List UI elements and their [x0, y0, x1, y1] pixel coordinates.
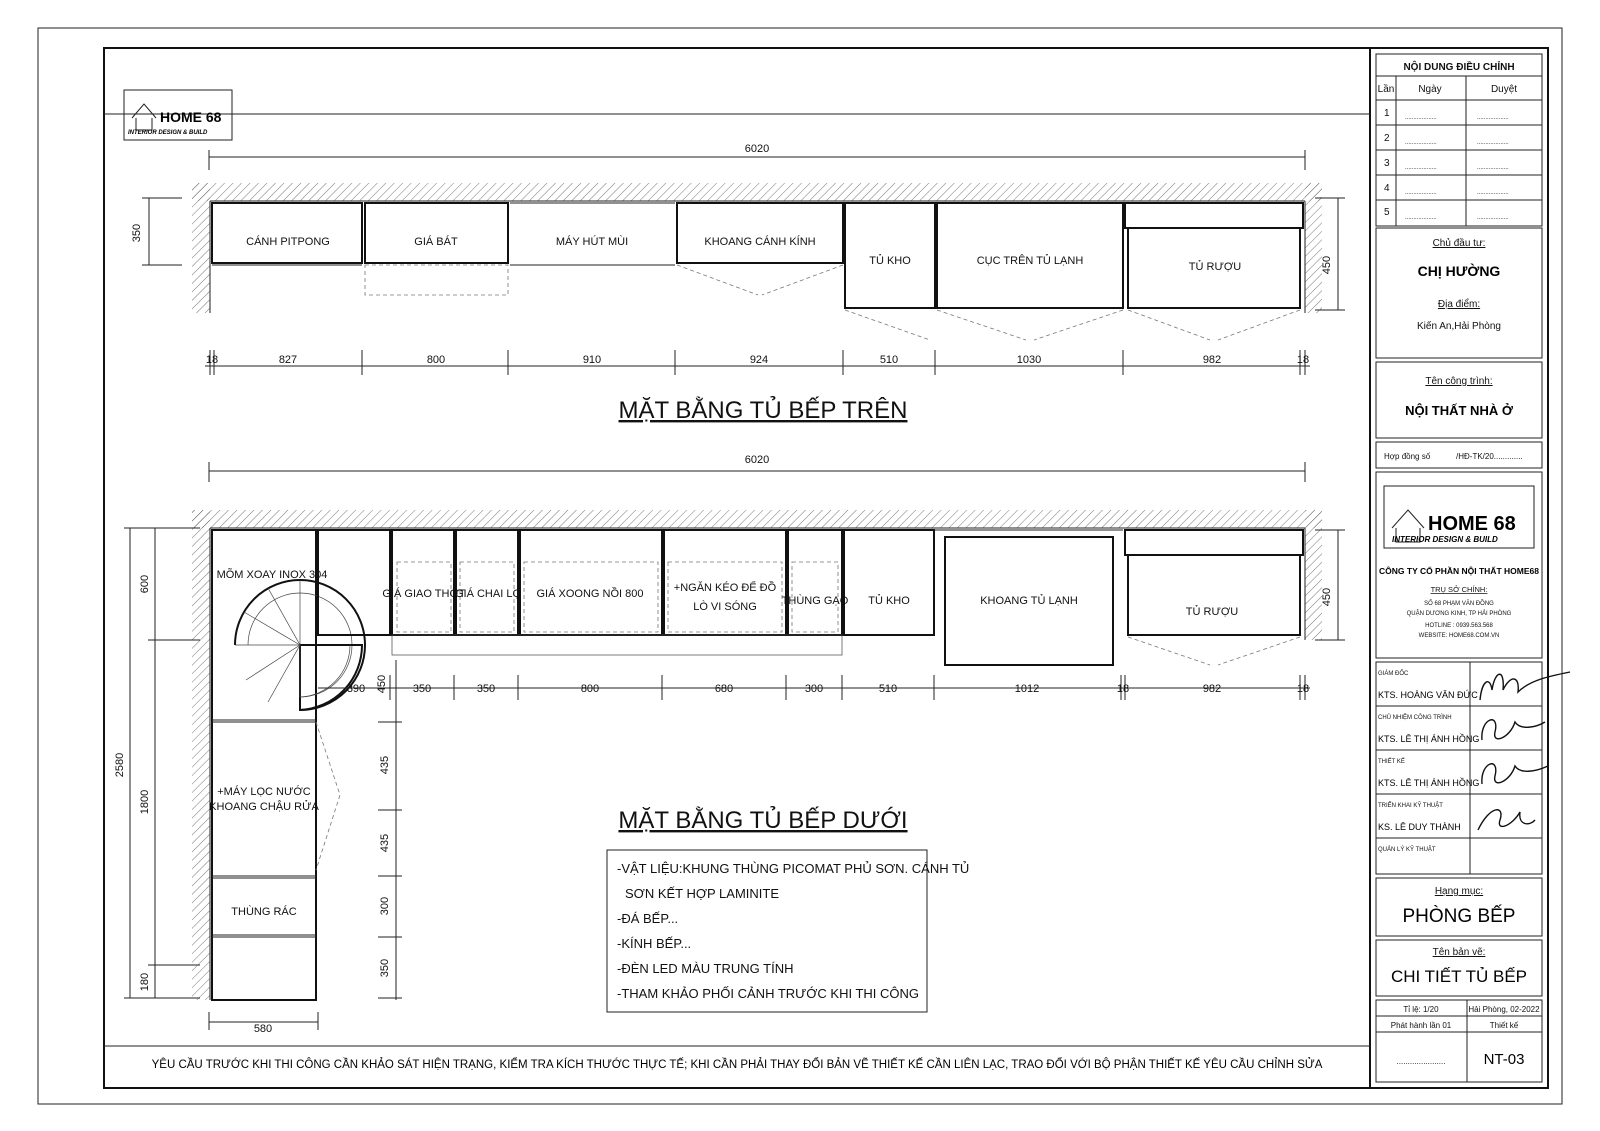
label-titleblock-rev_blank: ................... [1405, 115, 1437, 121]
label-titleblock-roles-4-role: QUẢN LÝ KỸ THUẬT [1378, 847, 1436, 853]
label-titleblock-roles-2-name: KTS. LÊ THỊ ÁNH HỒNG [1378, 778, 1480, 788]
label-lower-cabinets-2: GIÁ CHAI LỌ [454, 588, 522, 600]
logo-name-tb: HOME 68 [1428, 513, 1516, 535]
signatures [1478, 672, 1570, 830]
label-lower-dims-1: 450 [376, 674, 388, 694]
lower-right-height: 450 [1321, 587, 1333, 607]
label-titleblock-rev_rows-3: 4 [1384, 183, 1390, 194]
label-lower-cabinets-8: KHOANG TỦ LẠNH [980, 595, 1078, 607]
label-logo-tagline: INTERIOR DESIGN & BUILD [1392, 535, 1498, 544]
label-notes-3: -KÍNH BẾP... [617, 936, 692, 951]
label-lower-vdims_inner-1: 435 [379, 833, 391, 853]
label-lower-cabinets-11: KHOANG CHẬU RỬA [209, 801, 319, 813]
label-titleblock-office_label: TRỤ SỞ CHÍNH: [1430, 585, 1488, 594]
label-titleblock-owner_label: Chủ đầu tư: [1432, 238, 1486, 249]
label-titleblock-designer: Thiết kế [1489, 1021, 1519, 1030]
label-titleblock-roles-1-name: KTS. LÊ THỊ ÁNH HỒNG [1378, 734, 1480, 744]
label-upper-dims-2: 800 [426, 354, 446, 366]
label-titleblock-contract: /HĐ-TK/20............. [1456, 452, 1523, 461]
label-titleblock-rev_blank: ................... [1477, 215, 1509, 221]
label-titleblock-rev_headers-1: Ngày [1418, 84, 1442, 95]
label-notes-2: -ĐÁ BẾP... [617, 911, 679, 926]
label-titleblock-rev_blank: ................... [1477, 190, 1509, 196]
sheet-number: NT-03 [1483, 1051, 1525, 1068]
label-notes-5: -THAM KHẢO PHỐI CẢNH TRƯỚC KHI THI CÔNG [617, 986, 920, 1001]
label-lower-cabinets-7: TỦ KHO [868, 595, 910, 607]
label-lower-dims-6: 300 [804, 683, 824, 695]
label-titleblock-issue: Phát hành lần 01 [1390, 1021, 1452, 1030]
lower-left-run [212, 530, 316, 1000]
footer-note: YÊU CẦU TRƯỚC KHI THI CÔNG CẦN KHẢO SÁT HIỆN TRẠNG, KIỂM TRA KÍCH THƯỚC THỰC TẾ; KHI CẦN PHẢI THAY ĐỔI BẢN VẼ THIẾT KẾ CẦN LIÊN LẠC, TRAO ĐỔI VỚI BỘ PHẬN THIẾT KẾ YÊU CẦU CHỈNH SỬA [151, 1059, 1323, 1071]
label-lower-vdims_inner-0: 435 [379, 755, 391, 775]
label-lower-cabinets-5: LÒ VI SÓNG [693, 601, 757, 613]
label-titleblock-roles-1-role: CHỦ NHIỆM CÔNG TRÌNH [1378, 715, 1452, 721]
upper-label-4: KHOANG CÁNH KÍNH [704, 236, 816, 248]
upper-cab-4 [677, 203, 843, 263]
upper-left-height: 350 [131, 223, 143, 243]
label-titleblock-drawing: CHI TIẾT TỦ BẾP [1390, 967, 1528, 986]
label-notes-0: -VẬT LIỆU:KHUNG THÙNG PICOMAT PHỦ SƠN. CÁNH TỦ [617, 861, 970, 876]
label-titleblock-roles-3-role: TRIỂN KHAI KỸ THUẬT [1378, 803, 1443, 809]
label-titleblock-rev_blank: ................... [1477, 165, 1509, 171]
upper-plan [131, 143, 1345, 424]
corner-carousel [235, 580, 365, 710]
label-lower-cabinets-0: MÕM XOAY INOX 304 [216, 569, 328, 581]
label-titleblock-category: PHÒNG BẾP [1402, 906, 1516, 927]
label-titleblock-scale: Tỉ lệ: 1/20 [1403, 1005, 1439, 1014]
label-lower-cabinets-9: TỦ RƯỢU [1185, 606, 1239, 618]
label-titleblock-date: Hải Phòng, 02-2022 [1468, 1005, 1540, 1014]
label-titleblock-address2: QUẬN DƯƠNG KINH, TP HẢI PHÒNG [1406, 611, 1512, 617]
label-lower-dims-5: 680 [714, 683, 734, 695]
label-lower-dims-8: 1012 [1014, 683, 1040, 695]
label-titleblock-project_label: Tên công trình: [1425, 376, 1493, 387]
label-lower-cabinets-1: GIÁ GIAO THỚT [382, 588, 466, 600]
label-upper-dims-3: 910 [582, 354, 602, 366]
upper-cab-2 [365, 203, 508, 263]
logo-top [124, 90, 232, 140]
upper-label-2: GIÁ BÁT [414, 236, 458, 248]
label-titleblock-rev_blank: ................... [1405, 165, 1437, 171]
logo-name: HOME 68 [160, 109, 222, 125]
label-titleblock-rev_headers-0: Lần [1377, 84, 1395, 95]
label-titleblock-rev_blank: ................... [1405, 140, 1437, 146]
lower-total-dim: 6020 [744, 454, 770, 466]
label-upper-dims-5: 510 [879, 354, 899, 366]
label-upper-dims-6: 1030 [1016, 354, 1042, 366]
lower-plan [114, 454, 1345, 1035]
upper-label-7: TỦ RƯỢU [1188, 261, 1242, 273]
label-lower-cabinets-3: GIÁ XOONG NỒI 800 [536, 588, 644, 600]
label-titleblock-rev_rows-1: 2 [1384, 133, 1390, 144]
label-lower-vdims_left-3: 180 [139, 972, 151, 992]
label-lower-dims-2: 350 [412, 683, 432, 695]
label-titleblock-company: CÔNG TY CỔ PHẦN NỘI THẤT HOME68 [1379, 566, 1539, 576]
label-upper-dims-7: 982 [1202, 354, 1222, 366]
label-titleblock-project: NỘI THẤT NHÀ Ở [1405, 403, 1513, 418]
upper-total-dim: 6020 [744, 143, 770, 155]
label-titleblock-roles-2-role: THIẾT KẾ [1378, 759, 1405, 765]
label-lower-dims-11: 18 [1296, 683, 1310, 695]
label-titleblock-rev_blank: ................... [1477, 140, 1509, 146]
label-titleblock-roles-0-role: GIÁM ĐỐC [1378, 671, 1409, 677]
label-titleblock-rev_rows-4: 5 [1384, 207, 1390, 218]
label-notes-4: -ĐÈN LED MÀU TRUNG TÍNH [617, 961, 794, 976]
logo-tagline: INTERIOR DESIGN & BUILD [128, 130, 208, 136]
label-lower-cabinets-10: +MÁY LỌC NƯỚC [217, 786, 311, 798]
label-titleblock-rev_rows-0: 1 [1384, 108, 1390, 119]
lower-vdim-total: 2580 [114, 752, 126, 778]
label-titleblock-rev_rows-2: 3 [1384, 158, 1390, 169]
label-titleblock-owner: CHỊ HƯỜNG [1417, 263, 1501, 279]
lower-title: MẶT BẰNG TỦ BẾP DƯỚI [618, 807, 908, 834]
label-titleblock-rev_blank: ................... [1405, 190, 1437, 196]
label-lower-dims-4: 800 [580, 683, 600, 695]
label-lower-vdims_inner-2: 300 [379, 896, 391, 916]
upper-title: MẶT BẰNG TỦ BẾP TRÊN [618, 397, 908, 424]
label-upper-dims-4: 924 [749, 354, 769, 366]
notes-box [607, 850, 969, 1012]
title-block [1376, 54, 1570, 1082]
label-lower-cabinets-12: THÙNG RÁC [231, 906, 297, 918]
label-upper-dims-0: 18 [205, 354, 219, 366]
label-titleblock-rev_blank: ................... [1405, 215, 1437, 221]
label-lower-dims-7: 510 [878, 683, 898, 695]
label-titleblock-rev_headers-2: Duyệt [1490, 84, 1518, 95]
label-titleblock-location_label: Địa điểm: [1437, 299, 1481, 310]
label-titleblock-category_label: Hạng mục: [1434, 886, 1484, 897]
label-titleblock-roles-3-name: KS. LÊ DUY THÀNH [1378, 822, 1461, 832]
label-lower-cabinets-4: +NGĂN KÉO ĐỂ ĐỒ [673, 582, 777, 594]
label-lower-vdims_left-2: 1800 [139, 789, 151, 815]
label-lower-vdims_left-1: 600 [139, 574, 151, 594]
upper-cab-1 [212, 203, 362, 263]
label-titleblock-drawing_label: Tên bản vẽ: [1432, 947, 1486, 958]
label-titleblock-blank: ...................... [1396, 1057, 1446, 1066]
label-lower-dims-0: 390 [346, 683, 366, 695]
label-upper-dims-8: 18 [1296, 354, 1310, 366]
upper-label-6: CỤC TRÊN TỦ LẠNH [976, 255, 1084, 267]
label-titleblock-revision_title: NỘI DUNG ĐIỀU CHỈNH [1403, 62, 1515, 73]
upper-label-5: TỦ KHO [869, 255, 911, 267]
upper-right-height: 450 [1321, 255, 1333, 275]
label-lower-dims-3: 350 [476, 683, 496, 695]
label-titleblock-rev_blank: ................... [1477, 115, 1509, 121]
label-lower-dims-9: 18 [1116, 683, 1130, 695]
label-notes-1: SƠN KẾT HỢP LAMINITE [625, 886, 780, 901]
label-titleblock-roles-0-name: KTS. HOÀNG VĂN ĐỨC [1378, 690, 1478, 700]
label-titleblock-website: WEBSITE: HOME68.COM.VN [1418, 633, 1500, 639]
label-titleblock-address1: SỐ 68 PHẠM VĂN ĐỒNG [1424, 601, 1494, 607]
label-upper-dims-1: 827 [278, 354, 298, 366]
label-lower-vdims_inner-3: 350 [379, 958, 391, 978]
upper-label-3: MÁY HÚT MÙI [555, 236, 629, 248]
label-titleblock-hotline: HOTLINE : 0939.563.568 [1425, 623, 1493, 629]
label-titleblock-location: Kiến An,Hải Phòng [1417, 321, 1501, 332]
label-lower-cabinets-6: THÙNG GẠO [781, 595, 849, 607]
label-lower-bottom_dim: 580 [253, 1023, 273, 1035]
label-titleblock-contract_label: Hợp đồng số [1384, 452, 1431, 461]
upper-label-1: CÁNH PITPONG [246, 236, 330, 248]
label-lower-dims-10: 982 [1202, 683, 1222, 695]
